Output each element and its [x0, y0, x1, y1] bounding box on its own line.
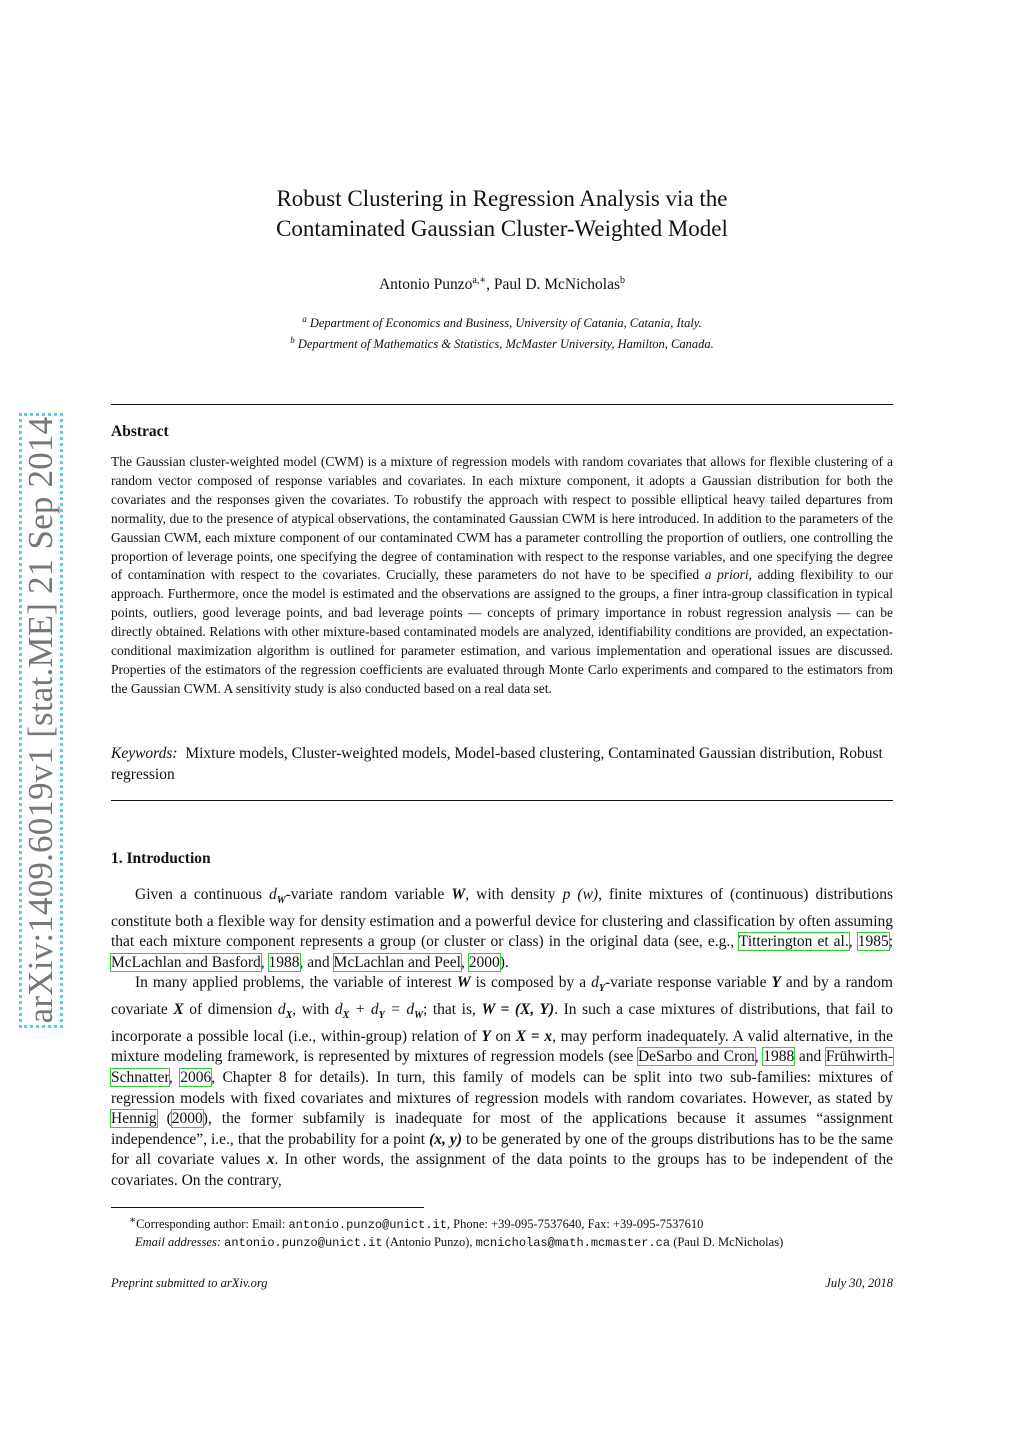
footnote-text: (Paul D. McNicholas) — [670, 1235, 784, 1250]
footnote-star: ∗ — [129, 1215, 137, 1226]
math-Y: Y — [771, 974, 781, 992]
intro-text: ). — [499, 953, 509, 971]
citation-year-link[interactable]: 2000 — [171, 1110, 203, 1128]
author-2-sup: b — [620, 275, 626, 286]
footnote-text: , Phone: +39-095-7537640, Fax: +39-095-7537610 — [446, 1217, 704, 1232]
author-list — [0, 275, 1004, 294]
author-2: Paul D. McNicholas — [493, 276, 621, 294]
footnote-corresponding — [111, 1212, 893, 1234]
intro-text: and by a random covariate — [111, 974, 893, 1019]
intro-paragraph-1: Given a continuous $d_W$-variate random variable W, with density p (w), finite mixtures of (continuous) distributions constitute both a flexible way for density estimation and a powerful device for clustering and classification by often assuming that each mixture component represents a group (or cluster or class) in the original data (see, e.g., Titterington et al., 1985; McLachlan and Basford, 1988, and McLachlan and Peel, 2000). — [111, 886, 893, 971]
citation-link-mclachlan-peel[interactable]: McLachlan and Peel — [333, 953, 461, 971]
title-line-2: Contaminated Gaussian Cluster-Weighted Model — [276, 216, 728, 241]
math-x: x — [266, 1151, 275, 1169]
math-point-xy: (x, y) — [429, 1130, 462, 1148]
math-X: X — [173, 1001, 184, 1019]
math-density: p (w) — [562, 886, 599, 903]
intro-text: . In other words, the assignment of the data points to the groups has to be independent of the covariates. On the contrary, — [111, 1151, 893, 1189]
intro-text: -variate random variable — [285, 886, 452, 903]
introduction-body — [111, 885, 893, 1192]
abstract-top-rule — [111, 404, 893, 405]
footer-date: July 30, 2018 — [825, 1276, 893, 1290]
affiliation-a-text: Department of Economics and Business, University of Catania, Catania, Italy. — [309, 316, 702, 331]
citation-link-titterington[interactable]: Titterington et al. — [738, 933, 849, 951]
affiliations — [0, 311, 1004, 353]
keywords-text: Mixture models, Cluster-weighted models, Model-based clustering, Contaminated Gaussian distribution, Robust regression — [111, 745, 883, 783]
intro-paragraph-2: In many applied problems, the variable of interest W is composed by a $d_Y$-variate response variable Y and by a random covariate X of dimension $d_X$, with $d_X + d_Y = d_W$; that is, W = (X, Y). In such a case mixtures of distributions, that fail to incorporate a possible local (i.e., within-group) relation of Y on X = x, may perform inadequately. A valid alternative, in the mixture modeling framework, is represented by mixtures of regression models (see DeSarbo and Cron, 1988 and Frühwirth-Schnatter, 2006, Chapter 8 for details). In turn, this family of models can be split into two sub-families: mixtures of regression models with fixed covariates and mixtures of regression models with random covariates. However, as stated by Hennig (2000), the former subfamily is inadequate for most of the applications because it assumes “assignment independence”, i.e., that the probability for a point (x, y) to be generated by one of the groups distributions has to be the same for all covariate values x. In other words, the assignment of the data points to the groups has to be independent of the covariates. On the contrary, — [111, 974, 894, 1189]
math-X-equals-x: X = x — [515, 1027, 553, 1045]
footnote-rule — [111, 1207, 424, 1208]
author-1: Antonio Punzo — [378, 276, 473, 294]
math-dw-sub: W — [276, 895, 286, 907]
email-link[interactable]: antonio.punzo@unict.it — [288, 1218, 447, 1233]
math-dx-sub: X — [285, 1010, 293, 1022]
citation-link-fruhwirth-schnatter[interactable]: Frühwirth-Schnatter — [111, 1048, 893, 1087]
citation-year-link[interactable]: 1985 — [857, 933, 889, 951]
abstract-text-2: , adding flexibility to our approach. Furthermore, once the model is estimated and the observations are assigned to the groups, a finer intra-group classification in typical points, outliers, good leverage points, and bad leverage points — concepts of primary importance in robust regression analysis — can be directly obtained. Relations with other mixture-based contaminated models are analyzed, identifiability conditions are provided, an expectation-conditional maximization algorithm is outlined for parameter estimation, and various implementation and operational issues are discussed. Properties of the estimators of the regression coefficients are evaluated through Monte Carlo experiments and compared to the estimators from the Gaussian CWM. A sensitivity study is also conducted based on a real data set. — [111, 567, 893, 696]
math-W: W — [451, 886, 466, 903]
arxiv-identifier[interactable]: arXiv:1409.6019v1 [stat.ME] 21 Sep 2014 — [21, 416, 60, 1024]
intro-text: is composed by a — [470, 974, 592, 992]
citation-link-hennig[interactable]: Hennig — [111, 1110, 157, 1128]
author-separator: , — [486, 276, 494, 294]
math-dw: d — [268, 886, 277, 903]
intro-text: , the former subfamily is inadequate for most of the applications because it assumes “assignment independence”, i.e., that the probability for a point — [111, 1110, 893, 1148]
footnote-emails — [111, 1234, 893, 1252]
citation-year-link[interactable]: 1988 — [268, 953, 300, 971]
math-Y: Y — [481, 1027, 491, 1045]
intro-text: , and — [299, 953, 334, 971]
email-link[interactable]: antonio.punzo@unict.it — [224, 1236, 383, 1251]
math-w-equals-xy: W = (X, Y) — [481, 1001, 555, 1019]
abstract-emphasis: a priori — [704, 567, 749, 583]
section-heading: 1. Introduction — [111, 850, 211, 867]
footnotes — [111, 1212, 893, 1252]
math-dy-sub: Y — [598, 983, 605, 995]
affiliation-b — [0, 332, 1004, 353]
intro-text: ; that is, — [422, 1001, 482, 1019]
citation-year-link[interactable]: 2000 — [468, 953, 500, 971]
intro-text: -variate response variable — [605, 974, 772, 992]
abstract-bottom-rule — [111, 800, 893, 801]
intro-text: and — [794, 1048, 826, 1066]
intro-text: , with density — [465, 886, 563, 903]
math-dimension-equation: $d_X + d_Y = d_W$ — [334, 1001, 423, 1022]
citation-link-desarbo-cron[interactable]: DeSarbo and Cron — [637, 1048, 755, 1066]
affiliation-a-sup: a — [302, 314, 307, 324]
math-dx: d — [277, 1001, 286, 1019]
email-link[interactable]: mcnicholas@math.mcmaster.ca — [475, 1236, 671, 1251]
intro-text: to be generated by one of the groups distributions has to be the same for all covariate values — [111, 1130, 894, 1169]
math-W: W — [456, 974, 471, 992]
intro-text: on — [490, 1027, 516, 1045]
keywords-label: Keywords: — [111, 745, 178, 762]
abstract-text-1: The Gaussian cluster-weighted model (CWM) is a mixture of regression models with random covariates that allows for flexible clustering of a random vector composed of response variables and covariates. In each mixture component, it adopts a Gaussian distribution for both the covariates and the responses given the covariates. To robustify the approach with respect to possible elliptical heavy tailed departures from normality, due to the presence of atypical observations, the contaminated Gaussian CWM is here introduced. In addition to the parameters of the Gaussian CWM, each mixture component of our contaminated CWM has a parameter controlling the proportion of outliers, one controlling the proportion of leverage points, one specifying the degree of contamination with respect to the response variables, and one specifying the degree of contamination with respect to the covariates. Crucially, these parameters do not have to be specified — [111, 454, 893, 583]
intro-text: , with — [292, 1001, 335, 1019]
paper-title — [0, 184, 1004, 244]
abstract-heading: Abstract — [111, 423, 169, 440]
title-line-1: Robust Clustering in Regression Analysis via the — [276, 186, 728, 211]
intro-text: Given a continuous — [135, 886, 269, 903]
intro-text: . In such a case mixtures of distributions, that fail to incorporate a possible local (i.e., within-group) relation of — [111, 1001, 894, 1045]
affiliation-a — [0, 311, 1004, 332]
intro-text: , finite mixtures of (continuous) distributions constitute both a flexible way for density estimation and a powerful device for clustering and classification by often assuming that each mixture component represents a group (or cluster or class) in the original data (see, e.g., — [111, 886, 893, 951]
author-1-sup: a,∗ — [472, 275, 487, 286]
intro-text: In many applied problems, the variable of interest — [135, 974, 457, 992]
math-dy: d — [591, 974, 599, 992]
citation-year-link[interactable]: 1988 — [763, 1048, 795, 1066]
intro-text: of dimension — [183, 1001, 278, 1019]
footnote-text: Corresponding author: Email: — [136, 1217, 289, 1232]
intro-text: , may perform inadequately. A valid alternative, in the mixture modeling framework, is represented by mixtures of regression models (see — [111, 1027, 894, 1066]
keywords — [111, 744, 893, 785]
affiliation-b-text: Department of Mathematics & Statistics, McMaster University, Hamilton, Canada. — [297, 337, 714, 352]
footer-preprint-note: Preprint submitted to arXiv.org — [111, 1276, 268, 1290]
abstract-body — [111, 453, 893, 699]
email-addresses-label: Email addresses: — [135, 1235, 221, 1250]
intro-text: , Chapter 8 for details). In turn, this family of models can be split into two sub-families: mixtures of regression models with fixed covariates and mixtures of regression models with random covariates. However, as stated by — [111, 1069, 894, 1107]
footnote-text: (Antonio Punzo), — [382, 1235, 476, 1250]
citation-year-link[interactable]: 2006 — [180, 1069, 212, 1087]
citation-link-mclachlan-basford[interactable]: McLachlan and Basford — [111, 953, 261, 971]
affiliation-b-sup: b — [290, 335, 295, 346]
